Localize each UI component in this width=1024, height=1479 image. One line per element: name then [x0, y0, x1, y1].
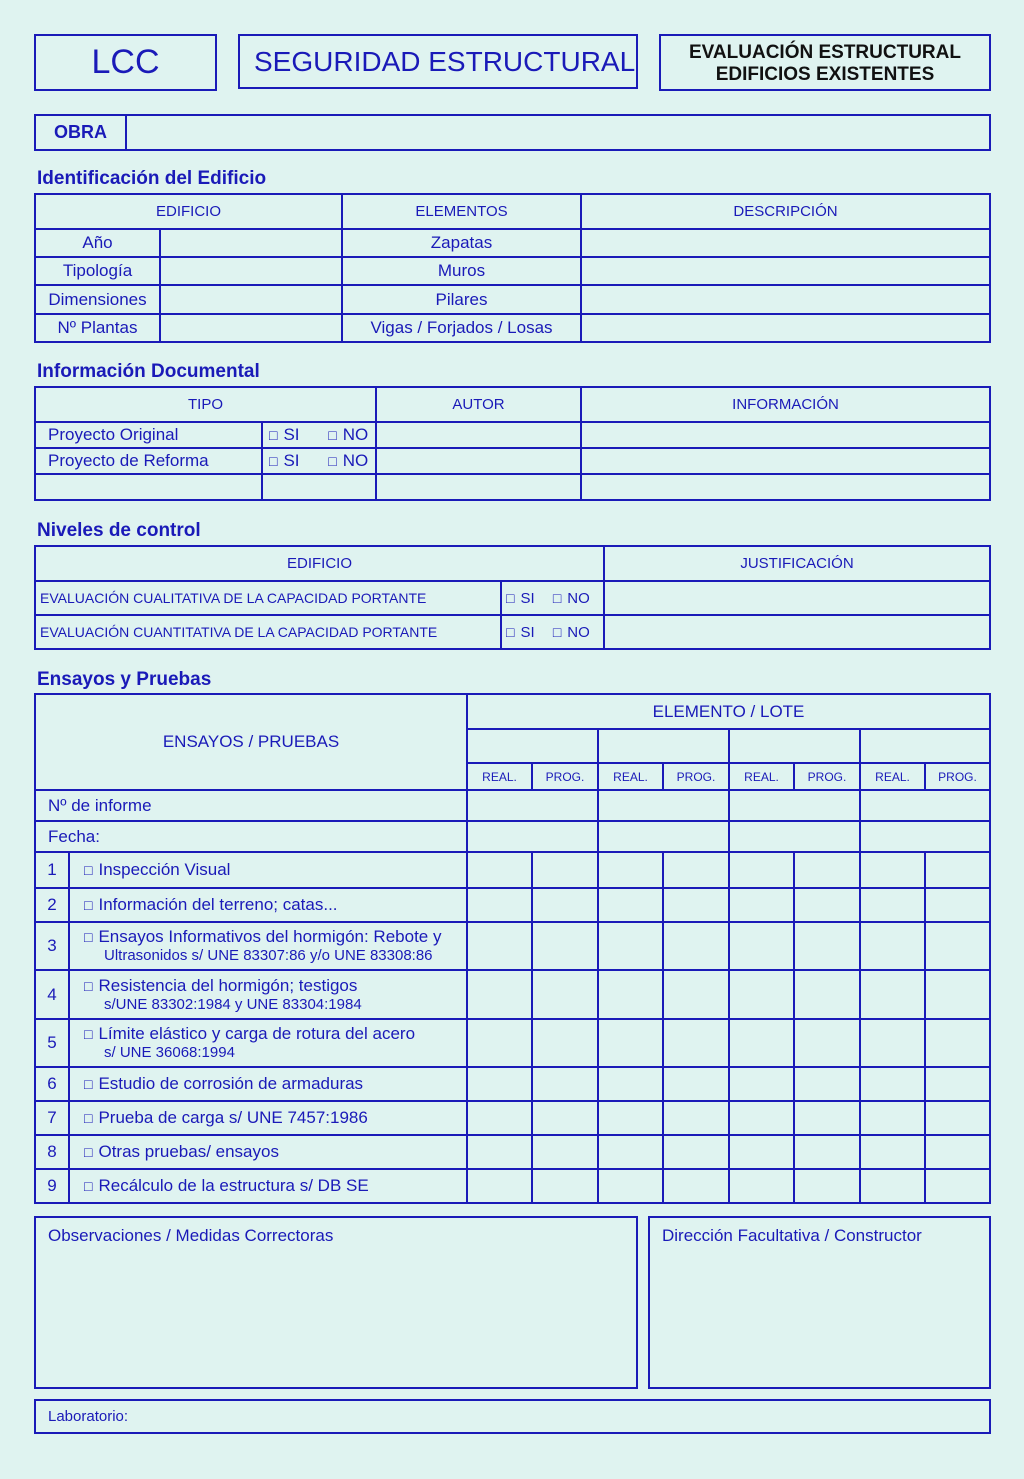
- checkbox-si[interactable]: □ SI: [506, 624, 535, 641]
- real-cell[interactable]: [598, 970, 663, 1019]
- identificacion-title: Identificación del Edificio: [37, 168, 267, 189]
- real-cell[interactable]: [729, 1067, 794, 1101]
- ensayo-label: [69, 1019, 467, 1067]
- prog-cell[interactable]: [925, 922, 990, 970]
- evaluacion-box: [659, 34, 991, 91]
- prog-cell[interactable]: [925, 1019, 990, 1067]
- informe-cell[interactable]: [729, 790, 860, 821]
- ensayo-label: [69, 922, 467, 970]
- obra-table: [34, 114, 991, 151]
- prog-cell[interactable]: [925, 1067, 990, 1101]
- ensayo-norma: s/ UNE 36068:1994: [104, 1044, 235, 1062]
- real-cell[interactable]: [729, 922, 794, 970]
- checkbox-si[interactable]: □ SI: [269, 425, 300, 444]
- justificacion-value[interactable]: [604, 581, 990, 615]
- prog-cell[interactable]: [794, 922, 860, 970]
- elemento-label: Vigas / Forjados / Losas: [342, 314, 581, 342]
- evaluacion-line2: EDIFICIOS EXISTENTES: [715, 64, 935, 85]
- laboratorio-label: Laboratorio:: [48, 1408, 129, 1425]
- descripcion-value[interactable]: [581, 257, 990, 285]
- prog-cell[interactable]: [794, 1169, 860, 1203]
- prog-cell[interactable]: [663, 1101, 729, 1135]
- prog-cell[interactable]: [794, 852, 860, 888]
- autor-value[interactable]: [376, 474, 581, 500]
- documental-table: [34, 386, 991, 501]
- col-edificio: EDIFICIO: [35, 546, 604, 581]
- fecha-cell[interactable]: [860, 821, 990, 852]
- col-autor: AUTOR: [376, 387, 581, 422]
- real-cell[interactable]: [860, 888, 925, 922]
- ensayo-row: [35, 1067, 990, 1101]
- informe-cell[interactable]: [598, 790, 729, 821]
- edificio-value[interactable]: [160, 257, 342, 285]
- ensayo-number: 3: [35, 922, 69, 970]
- ensayo-label: [69, 852, 467, 888]
- ensayo-row: [35, 1135, 990, 1169]
- ensayo-number: 6: [35, 1067, 69, 1101]
- informacion-value[interactable]: [581, 448, 990, 474]
- nivel-label: EVALUACIÓN CUALITATIVA DE LA CAPACIDAD PORTANTE: [35, 581, 501, 615]
- real-cell[interactable]: [598, 1067, 663, 1101]
- ensayo-number: 2: [35, 888, 69, 922]
- prog-cell[interactable]: [794, 1019, 860, 1067]
- direccion-box[interactable]: [648, 1216, 991, 1389]
- prog-cell[interactable]: [925, 1101, 990, 1135]
- ensayo-checkbox-label[interactable]: □ Otras pruebas/ ensayos: [84, 1141, 466, 1162]
- real-label: REAL.: [860, 763, 925, 790]
- seguridad-box: [238, 34, 638, 89]
- prog-cell[interactable]: [532, 1019, 598, 1067]
- prog-cell[interactable]: [663, 922, 729, 970]
- ensayo-checkbox-label[interactable]: □ Inspección Visual: [84, 859, 466, 880]
- prog-cell[interactable]: [794, 1067, 860, 1101]
- autor-value[interactable]: [376, 448, 581, 474]
- real-cell[interactable]: [729, 1135, 794, 1169]
- prog-cell[interactable]: [794, 1101, 860, 1135]
- ensayo-label: [69, 1067, 467, 1101]
- justificacion-value[interactable]: [604, 615, 990, 649]
- real-cell[interactable]: [729, 888, 794, 922]
- ensayos-table: [34, 693, 991, 1204]
- lote-name-cell[interactable]: [467, 729, 598, 763]
- real-cell[interactable]: [598, 1019, 663, 1067]
- prog-cell[interactable]: [532, 1101, 598, 1135]
- ensayo-checkbox-label[interactable]: □ Ensayos Informativos del hormigón: Rebote y: [84, 926, 466, 947]
- laboratorio-box[interactable]: [34, 1399, 991, 1434]
- si-no-choice: [262, 422, 376, 448]
- niveles-title: Niveles de control: [37, 520, 201, 541]
- lote-name-cell[interactable]: [598, 729, 729, 763]
- edificio-value[interactable]: [160, 285, 342, 314]
- col-edificio: EDIFICIO: [35, 194, 342, 229]
- edificio-label: Dimensiones: [35, 285, 160, 314]
- real-cell[interactable]: [860, 922, 925, 970]
- informe-label: Nº de informe: [35, 790, 467, 821]
- real-cell[interactable]: [860, 970, 925, 1019]
- col-descripcion: DESCRIPCIÓN: [581, 194, 990, 229]
- obra-field[interactable]: [126, 115, 990, 150]
- prog-cell[interactable]: [532, 970, 598, 1019]
- real-cell[interactable]: [729, 1101, 794, 1135]
- nivel-label: EVALUACIÓN CUANTITATIVA DE LA CAPACIDAD PORTANTE: [35, 615, 501, 649]
- tipo-label: Proyecto Original: [35, 422, 262, 448]
- prog-cell[interactable]: [794, 1135, 860, 1169]
- real-cell[interactable]: [860, 1169, 925, 1203]
- real-cell[interactable]: [467, 1067, 532, 1101]
- ensayo-norma: s/UNE 83302:1984 y UNE 83304:1984: [104, 995, 362, 1013]
- prog-label: PROG.: [925, 763, 990, 790]
- prog-cell[interactable]: [925, 888, 990, 922]
- obra-label: OBRA: [35, 115, 126, 150]
- prog-cell[interactable]: [532, 1067, 598, 1101]
- prog-cell[interactable]: [532, 888, 598, 922]
- descripcion-value[interactable]: [581, 229, 990, 257]
- real-cell[interactable]: [860, 1101, 925, 1135]
- prog-cell[interactable]: [794, 970, 860, 1019]
- edificio-value[interactable]: [160, 314, 342, 342]
- checkbox-si[interactable]: □ SI: [269, 451, 300, 470]
- tipo-label: Proyecto de Reforma: [35, 448, 262, 474]
- informe-cell[interactable]: [467, 790, 598, 821]
- seguridad-title: SEGURIDAD ESTRUCTURAL: [254, 45, 636, 77]
- lcc-box: [34, 34, 217, 91]
- prog-cell[interactable]: [925, 970, 990, 1019]
- fecha-cell[interactable]: [729, 821, 860, 852]
- prog-cell[interactable]: [925, 852, 990, 888]
- ensayo-checkbox-label[interactable]: □ Prueba de carga s/ UNE 7457:1986: [84, 1107, 466, 1128]
- prog-cell[interactable]: [925, 1135, 990, 1169]
- ensayo-checkbox-label[interactable]: □ Resistencia del hormigón; testigos: [84, 975, 466, 996]
- real-cell[interactable]: [860, 1135, 925, 1169]
- real-cell[interactable]: [467, 922, 532, 970]
- checkbox-si[interactable]: □ SI: [506, 590, 535, 607]
- lote-name-cell[interactable]: [860, 729, 990, 763]
- elemento-label: Muros: [342, 257, 581, 285]
- col-tipo: TIPO: [35, 387, 376, 422]
- ensayo-row: [35, 1169, 990, 1203]
- prog-cell[interactable]: [663, 1169, 729, 1203]
- lote-name-cell[interactable]: [729, 729, 860, 763]
- col-informacion: INFORMACIÓN: [581, 387, 990, 422]
- real-cell[interactable]: [598, 1169, 663, 1203]
- si-no-choice: [501, 615, 604, 649]
- fecha-label: Fecha:: [35, 821, 467, 852]
- real-cell[interactable]: [467, 1169, 532, 1203]
- fecha-cell[interactable]: [598, 821, 729, 852]
- prog-label: PROG.: [663, 763, 729, 790]
- prog-cell[interactable]: [532, 1169, 598, 1203]
- ensayo-label: [69, 970, 467, 1019]
- real-cell[interactable]: [467, 1101, 532, 1135]
- lcc-logo-text: LCC: [91, 43, 160, 81]
- real-cell[interactable]: [598, 1135, 663, 1169]
- edificio-label: Año: [35, 229, 160, 257]
- col-justificacion: JUSTIFICACIÓN: [604, 546, 990, 581]
- informacion-value[interactable]: [581, 474, 990, 500]
- si-no-choice: [501, 581, 604, 615]
- ensayo-checkbox-label[interactable]: □ Información del terreno; catas...: [84, 894, 466, 915]
- col-elemento-lote: ELEMENTO / LOTE: [467, 694, 990, 729]
- ensayo-label: [69, 888, 467, 922]
- ensayo-row: [35, 922, 990, 970]
- ensayo-number: 9: [35, 1169, 69, 1203]
- prog-cell[interactable]: [663, 970, 729, 1019]
- checkbox-no[interactable]: □ NO: [328, 451, 368, 470]
- ensayo-row: [35, 1019, 990, 1067]
- direccion-label: Dirección Facultativa / Constructor: [662, 1226, 922, 1245]
- checkbox-no[interactable]: □ NO: [553, 624, 590, 641]
- ensayo-label: [69, 1169, 467, 1203]
- elemento-label: Zapatas: [342, 229, 581, 257]
- real-label: REAL.: [467, 763, 532, 790]
- prog-label: PROG.: [794, 763, 860, 790]
- prog-cell[interactable]: [532, 1135, 598, 1169]
- observaciones-label: Observaciones / Medidas Correctoras: [48, 1226, 334, 1245]
- prog-cell[interactable]: [532, 852, 598, 888]
- real-cell[interactable]: [729, 970, 794, 1019]
- real-cell[interactable]: [729, 1019, 794, 1067]
- real-cell[interactable]: [598, 852, 663, 888]
- ensayo-checkbox-label[interactable]: □ Límite elástico y carga de rotura del acero: [84, 1023, 466, 1044]
- real-cell[interactable]: [598, 1101, 663, 1135]
- ensayos-title: Ensayos y Pruebas: [37, 669, 212, 690]
- real-cell[interactable]: [467, 970, 532, 1019]
- col-elementos: ELEMENTOS: [342, 194, 581, 229]
- real-cell[interactable]: [598, 922, 663, 970]
- identificacion-table: [34, 193, 991, 343]
- descripcion-value[interactable]: [581, 314, 990, 342]
- real-cell[interactable]: [467, 852, 532, 888]
- real-cell[interactable]: [467, 1135, 532, 1169]
- edificio-label: Nº Plantas: [35, 314, 160, 342]
- real-label: REAL.: [729, 763, 794, 790]
- si-no-choice: [262, 448, 376, 474]
- checkbox-no[interactable]: □ NO: [328, 425, 368, 444]
- ensayo-checkbox-label[interactable]: □ Estudio de corrosión de armaduras: [84, 1073, 466, 1094]
- real-cell[interactable]: [598, 888, 663, 922]
- ensayo-row: [35, 888, 990, 922]
- ensayo-row: [35, 852, 990, 888]
- autor-value[interactable]: [376, 422, 581, 448]
- ensayo-checkbox-label[interactable]: □ Recálculo de la estructura s/ DB SE: [84, 1175, 466, 1196]
- prog-cell[interactable]: [663, 888, 729, 922]
- prog-cell[interactable]: [663, 1067, 729, 1101]
- prog-label: PROG.: [532, 763, 598, 790]
- fecha-cell[interactable]: [467, 821, 598, 852]
- prog-cell[interactable]: [532, 922, 598, 970]
- ensayo-norma: Ultrasonidos s/ UNE 83307:86 y/o UNE 83308:86: [104, 947, 433, 965]
- informacion-value[interactable]: [581, 422, 990, 448]
- checkbox-no[interactable]: □ NO: [553, 590, 590, 607]
- ensayo-number: 4: [35, 970, 69, 1019]
- ensayo-row: [35, 970, 990, 1019]
- ensayo-number: 1: [35, 852, 69, 888]
- prog-cell[interactable]: [663, 1135, 729, 1169]
- real-cell[interactable]: [729, 1169, 794, 1203]
- tipo-empty[interactable]: [35, 474, 262, 500]
- prog-cell[interactable]: [663, 852, 729, 888]
- prog-cell[interactable]: [663, 1019, 729, 1067]
- documental-title: Información Documental: [37, 361, 260, 382]
- informe-cell[interactable]: [860, 790, 990, 821]
- ensayo-label: [69, 1135, 467, 1169]
- real-cell[interactable]: [860, 852, 925, 888]
- edificio-value[interactable]: [160, 229, 342, 257]
- niveles-table: [34, 545, 991, 650]
- ensayo-number: 7: [35, 1101, 69, 1135]
- prog-cell[interactable]: [794, 888, 860, 922]
- prog-cell[interactable]: [925, 1169, 990, 1203]
- ensayo-label: [69, 1101, 467, 1135]
- observaciones-box[interactable]: [34, 1216, 638, 1389]
- descripcion-value[interactable]: [581, 285, 990, 314]
- evaluacion-line1: EVALUACIÓN ESTRUCTURAL: [689, 42, 961, 63]
- edificio-label: Tipología: [35, 257, 160, 285]
- real-cell[interactable]: [729, 852, 794, 888]
- real-cell[interactable]: [860, 1019, 925, 1067]
- si-no-empty[interactable]: [262, 474, 376, 500]
- ensayo-row: [35, 1101, 990, 1135]
- col-ensayos: ENSAYOS / PRUEBAS: [35, 694, 467, 790]
- real-cell[interactable]: [467, 1019, 532, 1067]
- real-label: REAL.: [598, 763, 663, 790]
- elemento-label: Pilares: [342, 285, 581, 314]
- real-cell[interactable]: [860, 1067, 925, 1101]
- real-cell[interactable]: [467, 888, 532, 922]
- ensayo-number: 8: [35, 1135, 69, 1169]
- ensayo-number: 5: [35, 1019, 69, 1067]
